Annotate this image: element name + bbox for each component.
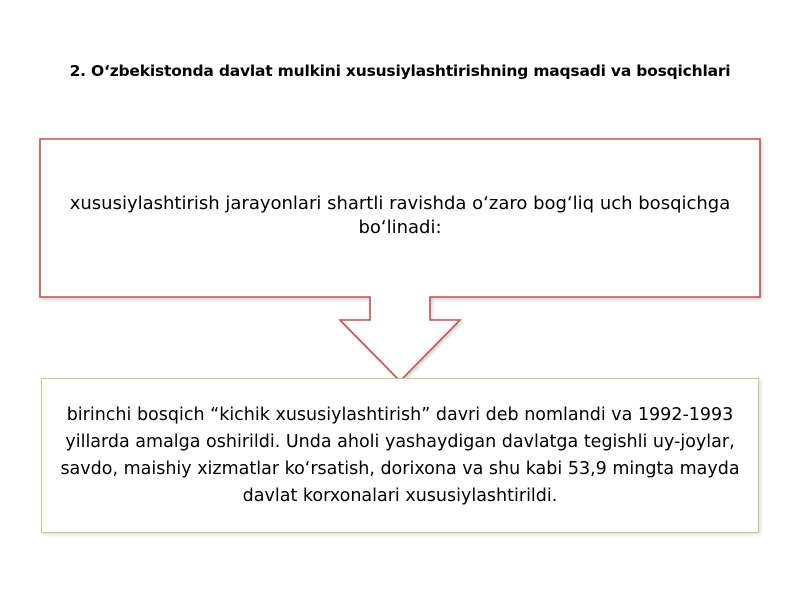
page-title: 2. O‘zbekistonda davlat mulkini xususiylashtirishning maqsadi va bosqichlari xyxy=(69,62,731,80)
callout-outline xyxy=(40,139,760,381)
description-text: birinchi bosqich “kichik xususiylashtirish” davri deb nomlandi va 1992-1993 yillarda amalga oshirildi. Unda aholi yashaydigan davlatga tegishli uy-joylar, savdo, maishiy xizmatlar ko‘rsatish, dorixona va shu kabi 53,9 mingta mayda davlat korxonalari xususiylashtirildi. xyxy=(60,405,740,506)
callout-text: xususiylashtirish jarayonlari shartli ravishda o‘zaro bog‘liq uch bosqichga bo‘linadi: xyxy=(69,193,731,238)
